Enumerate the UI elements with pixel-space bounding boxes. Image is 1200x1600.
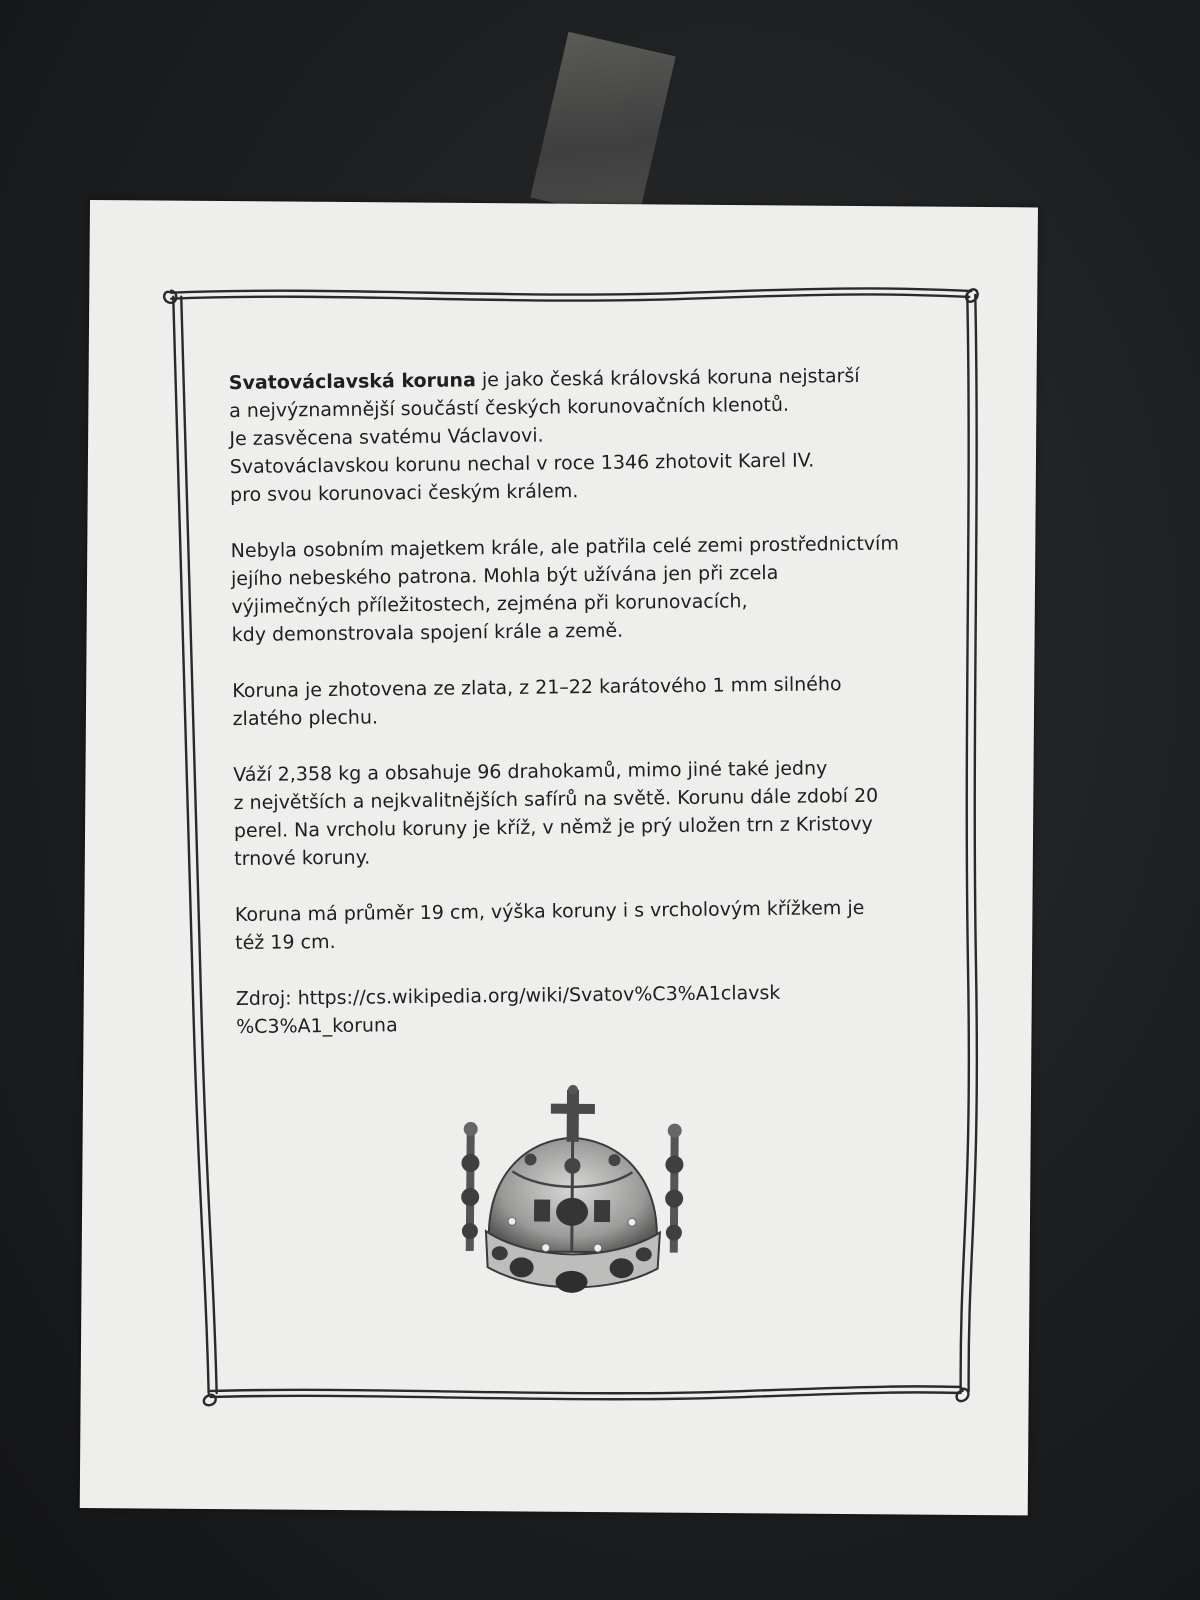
paragraph-material bbox=[232, 669, 963, 733]
title-bold: Svatováclavská koruna bbox=[228, 369, 476, 395]
source-line: Zdroj: https://cs.wikipedia.org/wiki/Svatov%C3%A1clavsk bbox=[235, 981, 781, 1011]
text-line: kdy demonstrovala spojení krále a země. bbox=[231, 619, 624, 647]
paragraph-source bbox=[236, 977, 967, 1041]
paragraph-dimensions bbox=[235, 893, 966, 957]
text-line: z největších a nejkvalitnějších safírů na světě. Korunu dále zdobí 20 bbox=[233, 784, 879, 815]
text-line: trnové koruny. bbox=[234, 846, 371, 871]
text-line: Koruna má průměr 19 cm, výška koruny i s vrcholovým křížkem je bbox=[234, 896, 865, 927]
poster-paper bbox=[80, 200, 1038, 1515]
text-line: pro svou korunovaci českým králem. bbox=[229, 480, 579, 507]
crown-image bbox=[441, 1081, 703, 1313]
text-line: jejího nebeského patrona. Mohla být užívána jen při zcela bbox=[230, 561, 779, 591]
paragraph-intro bbox=[229, 361, 961, 509]
intro-rest: je jako česká královská koruna nejstarší bbox=[481, 364, 860, 392]
paragraph-ownership bbox=[231, 529, 962, 649]
paragraph-weight bbox=[233, 753, 964, 873]
text-line: výjimečných příležitostech, zejména při korunovacích, bbox=[231, 590, 748, 619]
text-line: Svatováclavskou korunu nechal v roce 1346 zhotovit Karel IV. bbox=[229, 449, 815, 479]
text-line: perel. Na vrcholu koruny je kříž, v němž je prý uložen trn z Kristovy bbox=[233, 812, 873, 843]
text-line: zlatého plechu. bbox=[232, 706, 379, 731]
text-line: Nebyla osobním majetkem krále, ale patřila celé zemi prostřednictvím bbox=[230, 532, 900, 563]
adhesive-tape bbox=[530, 32, 675, 222]
text-line: Koruna je zhotovena ze zlata, z 21–22 karátového 1 mm silného bbox=[232, 673, 842, 703]
text-line: Váží 2,358 kg a obsahuje 96 drahokamů, mimo jiné také jedny bbox=[233, 757, 828, 787]
text-line: Je zasvěcena svatému Václavovi. bbox=[229, 424, 544, 451]
text-line: a nejvýznamnější součástí českých korunovačních klenotů. bbox=[229, 393, 790, 423]
text-line: též 19 cm. bbox=[235, 930, 336, 955]
crown-icon bbox=[441, 1081, 703, 1313]
source-line: %C3%A1_koruna bbox=[236, 1014, 398, 1039]
poster-text bbox=[229, 361, 967, 1069]
